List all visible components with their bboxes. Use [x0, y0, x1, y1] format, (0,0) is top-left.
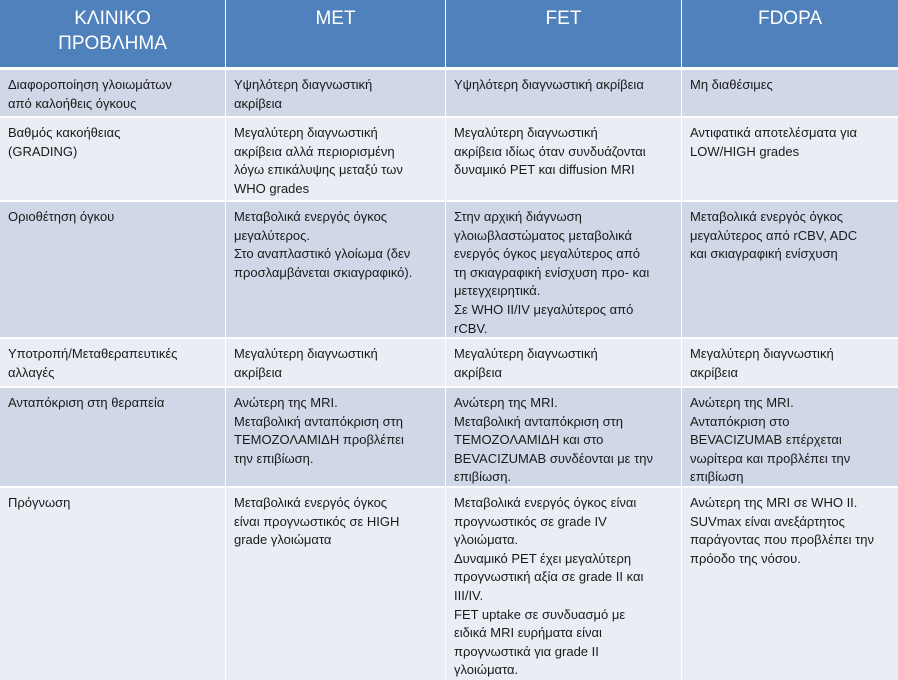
- met-cell: Υψηλότερη διαγνωστική ακρίβεια: [226, 70, 446, 116]
- fet-cell: Στην αρχική διάγνωση γλοιωβλαστώματος μεταβολικά ενεργός όγκος μεγαλύτερος από τη σκιαγραφική ενίσχυση προ- και μετεγχειρητικά. Σε WHO II/IV μεγαλύτερος από rCBV.: [446, 202, 682, 337]
- header-fet: FET: [446, 0, 682, 67]
- table-row: [0, 118, 898, 202]
- fet-cell: Μεγαλύτερη διαγνωστική ακρίβεια ιδίως όταν συνδυάζονται δυναμικό PET και diffusion MRI: [446, 118, 682, 200]
- row-label-cell: Υποτροπή/Μεταθεραπευτικές αλλαγές: [0, 339, 226, 386]
- met-cell: Μεγαλύτερη διαγνωστική ακρίβεια αλλά περιορισμένη λόγω επικάλυψης μεταξύ των WHO grades: [226, 118, 446, 200]
- fdopa-cell: Αντιφατικά αποτελέσματα για LOW/HIGH grades: [682, 118, 898, 200]
- table-row: [0, 202, 898, 339]
- row-label-cell: Οριοθέτηση όγκου: [0, 202, 226, 337]
- table-row: [0, 488, 898, 680]
- fdopa-cell: Ανώτερη της MRI. Ανταπόκριση στο BEVACIZUMAB επέρχεται νωρίτερα και προβλέπει την επιβίωση: [682, 388, 898, 486]
- met-cell: Ανώτερη της MRI. Μεταβολική ανταπόκριση στη ΤΕΜΟΖΟΛΑΜΙΔΗ προβλέπει την επιβίωση.: [226, 388, 446, 486]
- table-row: [0, 388, 898, 488]
- header-clinical-problem: ΚΛΙΝΙΚΟ ΠΡΟΒΛΗΜΑ: [0, 0, 226, 67]
- table-header-row: [0, 0, 898, 70]
- fet-cell: Ανώτερη της MRI. Μεταβολική ανταπόκριση στη ΤΕΜΟΖΟΛΑΜΙΔΗ και στο BEVACIZUMAB συνδέονται με την επιβίωση.: [446, 388, 682, 486]
- row-label-cell: Βαθμός κακοήθειας (GRADING): [0, 118, 226, 200]
- fdopa-cell: Ανώτερη της MRI σε WHO II. SUVmax είναι ανεξάρτητος παράγοντας που προβλέπει την πρόοδο της νόσου.: [682, 488, 898, 680]
- table-row: [0, 70, 898, 118]
- met-cell: Μεταβολικά ενεργός όγκος μεγαλύτερος. Στο αναπλαστικό γλοίωμα (δεν προσλαμβάνεται σκιαγραφικό).: [226, 202, 446, 337]
- fdopa-cell: Μεγαλύτερη διαγνωστική ακρίβεια: [682, 339, 898, 386]
- row-label-cell: Πρόγνωση: [0, 488, 226, 680]
- met-cell: Μεταβολικά ενεργός όγκος είναι προγνωστικός σε HIGH grade γλοιώματα: [226, 488, 446, 680]
- fdopa-cell: Μη διαθέσιμες: [682, 70, 898, 116]
- header-met: MET: [226, 0, 446, 67]
- header-fdopa: FDOPA: [682, 0, 898, 67]
- row-label-cell: Ανταπόκριση στη θεραπεία: [0, 388, 226, 486]
- fdopa-cell: Μεταβολικά ενεργός όγκος μεγαλύτερος από rCBV, ADC και σκιαγραφική ενίσχυση: [682, 202, 898, 337]
- fet-cell: Υψηλότερη διαγνωστική ακρίβεια: [446, 70, 682, 116]
- row-label-cell: Διαφοροποίηση γλοιωμάτων από καλοήθεις όγκους: [0, 70, 226, 116]
- fet-cell: Μεγαλύτερη διαγνωστική ακρίβεια: [446, 339, 682, 386]
- met-cell: Μεγαλύτερη διαγνωστική ακρίβεια: [226, 339, 446, 386]
- fet-cell: Μεταβολικά ενεργός όγκος είναι προγνωστικός σε grade IV γλοιώματα. Δυναμικό PET έχει μεγαλύτερη προγνωστική αξία σε grade II και III/IV. FET uptake σε συνδυασμό με ειδικά MRI ευρήματα είναι προγνωστικά για grade II γλοιώματα.: [446, 488, 682, 680]
- table-row: [0, 339, 898, 388]
